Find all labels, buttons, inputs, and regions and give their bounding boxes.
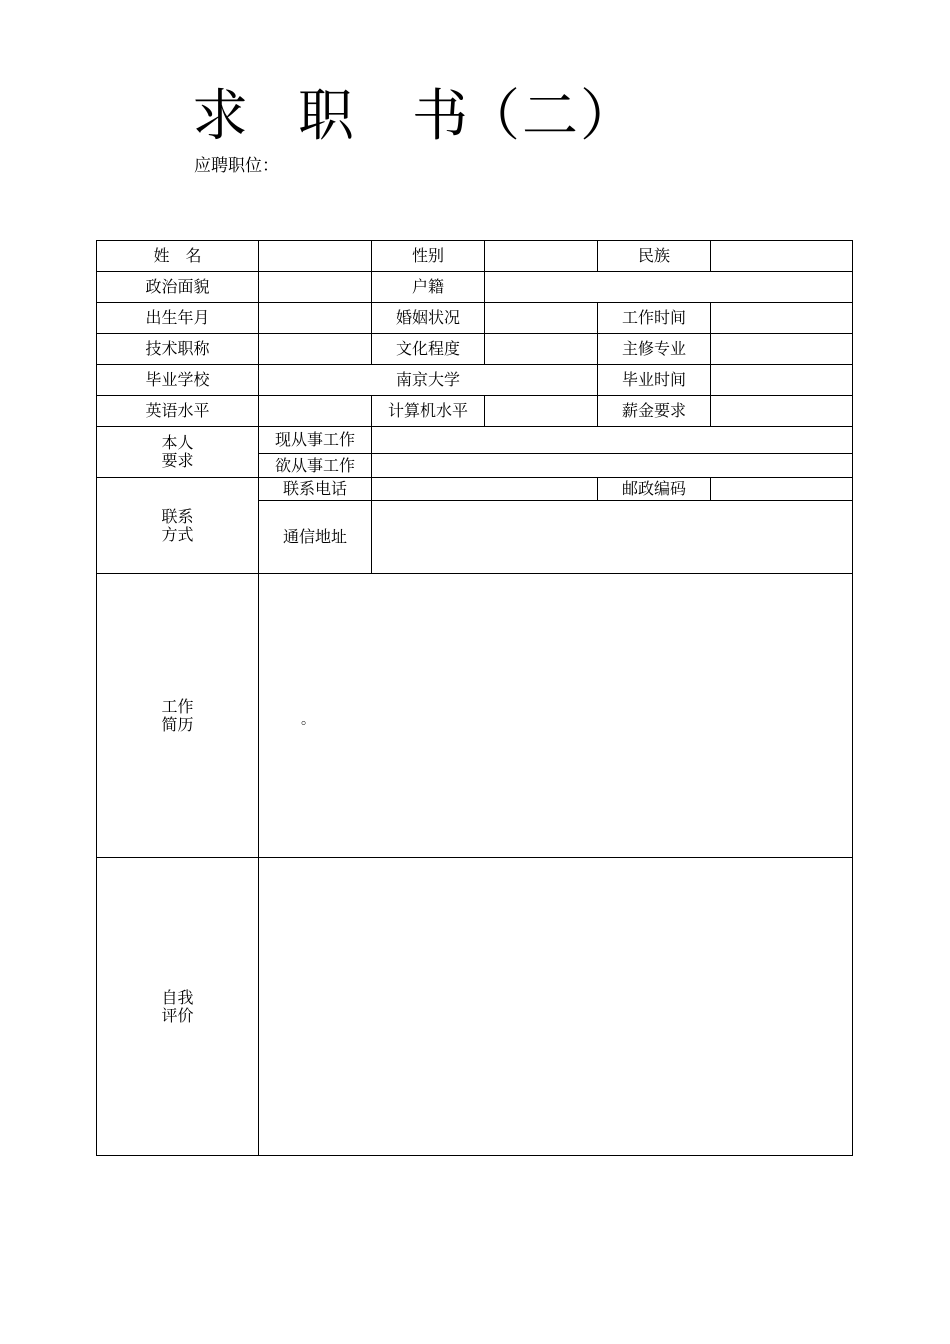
postcode-label: 邮政编码 [598, 478, 711, 501]
major-label: 主修专业 [598, 334, 711, 365]
phone-label: 联系电话 [259, 478, 372, 501]
contact-label-line1: 联系 [161, 506, 194, 526]
ethnicity-field[interactable] [711, 241, 853, 272]
current-work-label: 现从事工作 [259, 427, 372, 454]
self-evaluation-label-line2: 评价 [161, 1005, 194, 1025]
self-evaluation-label [97, 858, 259, 1156]
computer-level-label: 计算机水平 [372, 396, 485, 427]
phone-field[interactable] [372, 478, 598, 501]
address-label: 通信地址 [259, 501, 372, 574]
computer-level-field[interactable] [485, 396, 598, 427]
work-experience-mark: 。 [301, 712, 315, 728]
marital-status-field[interactable] [485, 303, 598, 334]
work-start-label: 工作时间 [598, 303, 711, 334]
work-experience-field[interactable] [259, 574, 853, 858]
political-status-label: 政治面貌 [97, 272, 259, 303]
education-label: 文化程度 [372, 334, 485, 365]
contact-label [97, 478, 259, 574]
technical-title-label: 技术职称 [97, 334, 259, 365]
technical-title-field[interactable] [259, 334, 372, 365]
address-field[interactable] [372, 501, 853, 574]
self-evaluation-label-line1: 自我 [161, 987, 194, 1007]
salary-field[interactable] [711, 396, 853, 427]
applied-position-label: 应聘职位： [194, 156, 279, 176]
political-status-field[interactable] [259, 272, 372, 303]
contact-label-line2: 方式 [161, 524, 194, 544]
self-evaluation-field[interactable] [259, 858, 853, 1156]
gender-field[interactable] [485, 241, 598, 272]
birth-date-label: 出生年月 [97, 303, 259, 334]
graduation-time-label: 毕业时间 [598, 365, 711, 396]
education-field[interactable] [485, 334, 598, 365]
title-char-2: 职 [298, 84, 356, 149]
resume-form-table [96, 240, 853, 1156]
requirements-label [97, 427, 259, 478]
requirements-label-line2: 要求 [161, 451, 194, 470]
work-experience-label [97, 574, 259, 858]
requirements-label-line1: 本人 [161, 433, 194, 452]
work-experience-label-line2: 简历 [161, 714, 194, 734]
ethnicity-label: 民族 [598, 241, 711, 272]
gender-label: 性别 [372, 241, 485, 272]
birth-date-field[interactable] [259, 303, 372, 334]
hukou-label: 户籍 [372, 272, 485, 303]
current-work-field[interactable] [372, 427, 853, 454]
postcode-field[interactable] [711, 478, 853, 501]
school-label: 毕业学校 [97, 365, 259, 396]
english-level-field[interactable] [259, 396, 372, 427]
name-field[interactable] [259, 241, 372, 272]
english-level-label: 英语水平 [97, 396, 259, 427]
name-label: 姓 名 [97, 241, 259, 272]
marital-status-label: 婚姻状况 [372, 303, 485, 334]
desired-work-label: 欲从事工作 [259, 454, 372, 478]
school-field[interactable]: 南京大学 [259, 365, 598, 396]
title-char-1: 求 [192, 84, 250, 149]
desired-work-field[interactable] [372, 454, 853, 478]
hukou-field[interactable] [485, 272, 853, 303]
salary-label: 薪金要求 [598, 396, 711, 427]
title-char-3: 书 [412, 84, 470, 149]
title-suffix: （二） [464, 84, 638, 149]
work-experience-label-line1: 工作 [161, 696, 194, 716]
work-start-field[interactable] [711, 303, 853, 334]
graduation-time-field[interactable] [711, 365, 853, 396]
major-field[interactable] [711, 334, 853, 365]
